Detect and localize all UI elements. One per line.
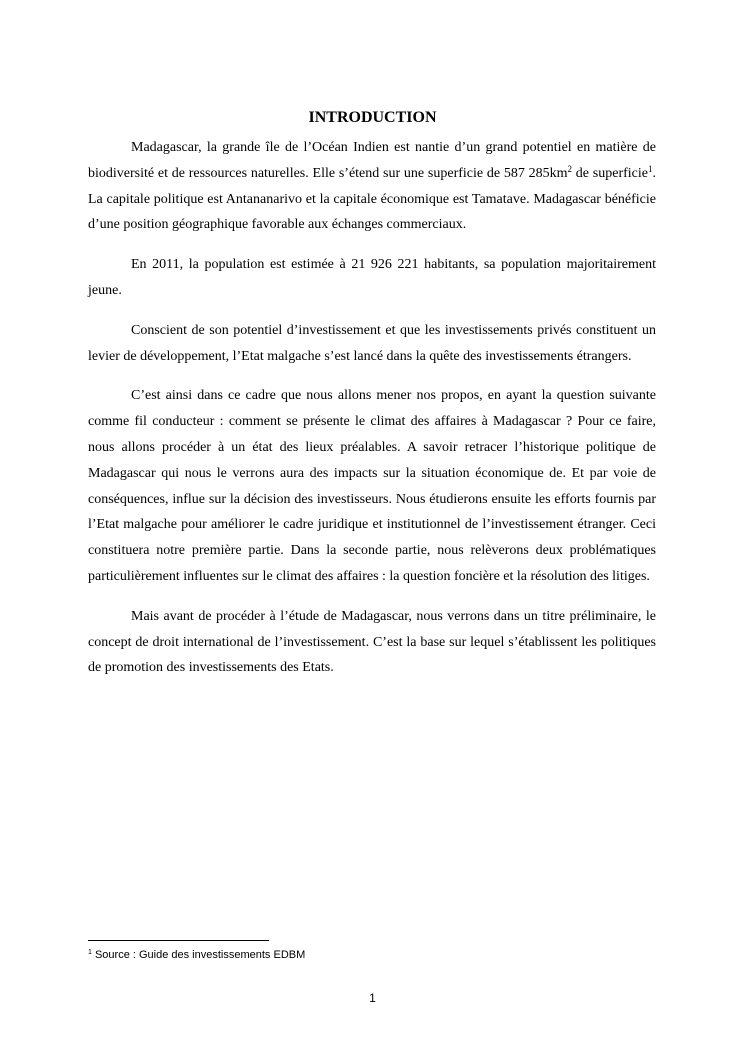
paragraph-3: Conscient de son potentiel d’investissement et que les investissements privés constituent un levier de développement, l’Etat malgache s’est lancé dans la quête des investissements étrangers. <box>88 322 656 364</box>
footnote-marker: 1 <box>88 949 92 956</box>
footnote-reference[interactable]: 1 <box>648 163 653 174</box>
paragraph-4: C’est ainsi dans ce cadre que nous allons mener nos propos, en ayant la question suivante comme fil conducteur : comment se présente le climat des affaires à Madagascar ? Pour ce faire, nous allons procéder à un état des lieux préalables. A savoir retracer l’historique politique de Madagascar qui nous le verrons aura des impacts sur la situation économique de. Et par voie de conséquences, influe sur la décision des investisseurs. Nous étudierons ensuite les efforts fournis par l’Etat malgache pour améliorer le cadre juridique et institutionnel de l’investissement étranger. Ceci constituera notre première partie. Dans la seconde partie, nous relèverons deux problématiques particulièrement influentes sur le climat des affaires : la question foncière et la résolution des litiges. <box>88 388 656 584</box>
superscript-squared: 2 <box>567 163 573 174</box>
paragraph-1-part3: . La capitale politique est Antananarivo et la capitale économique est Tamatave. Madagascar bénéficie d’une position géographique favorable aux échanges commerciaux. <box>88 165 656 233</box>
body-text <box>88 135 656 695</box>
paragraph-1-part2: de superficie <box>572 165 648 181</box>
footnote-separator <box>88 940 269 941</box>
paragraph-1 <box>88 135 656 238</box>
paragraph-1-part1: Madagascar, la grande île de l’Océan Indien est nantie d’un grand potentiel en matière de biodiversité et de ressources naturelles. Elle s’étend sur une superficie de 587 285km <box>88 140 656 181</box>
paragraph-5: Mais avant de procéder à l’étude de Madagascar, nous verrons dans un titre préliminaire, le concept de droit international de l’investissement. C’est la base sur lequel s’établissent les politiques de promotion des investissements des Etats. <box>88 608 656 676</box>
footnote <box>88 947 305 963</box>
page-number: 1 <box>369 991 376 1005</box>
page-title: INTRODUCTION <box>308 109 437 126</box>
paragraph-2: En 2011, la population est estimée à 21 926 221 habitants, sa population majoritairement jeune. <box>88 257 656 298</box>
footnote-text: Source : Guide des investissements EDBM <box>91 949 306 961</box>
